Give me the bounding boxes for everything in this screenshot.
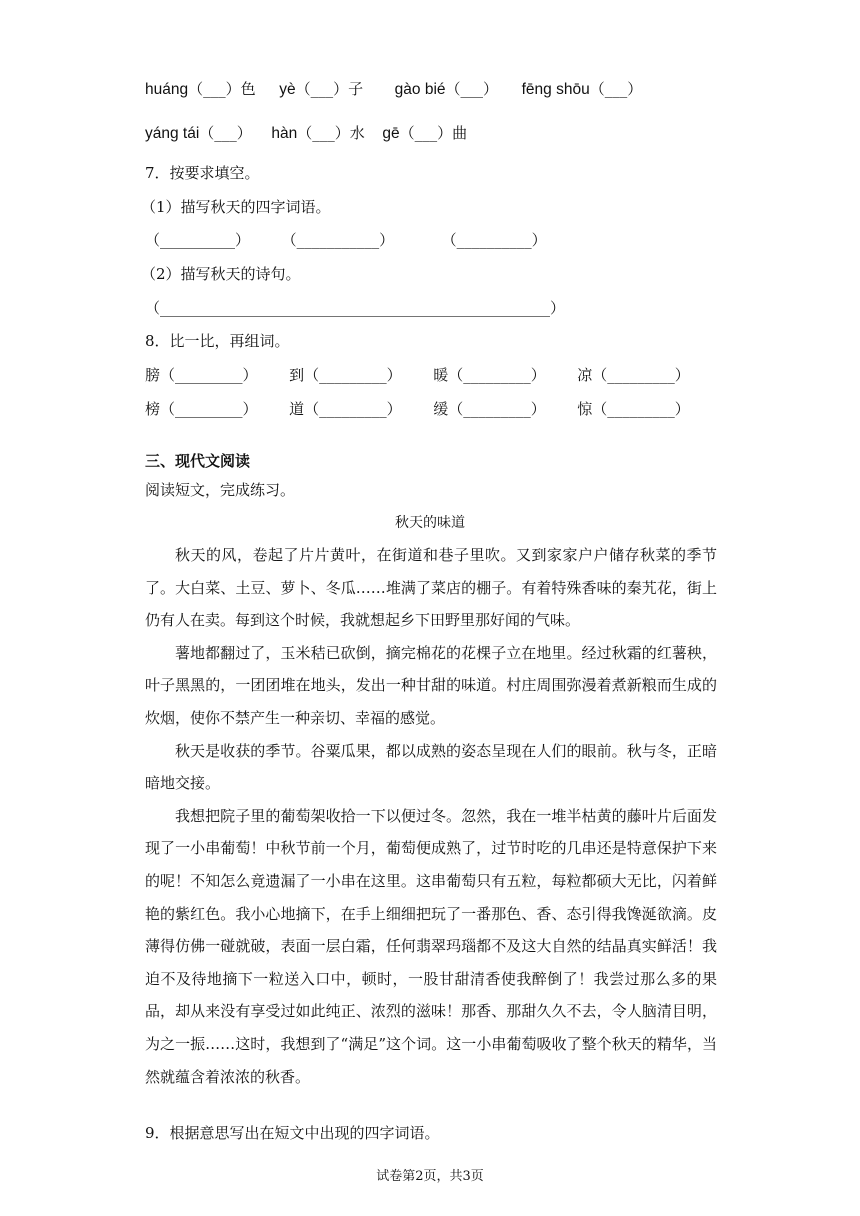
article-title: 秋天的味道 <box>395 515 465 531</box>
given-char: 榜 <box>145 400 161 418</box>
question-7-blanks1 <box>145 230 547 250</box>
pinyin: hàn <box>271 125 298 142</box>
article-paragraph: 秋天的风，卷起了片片黄叶，在街道和巷子里吹。又到家家户户储存秋菜的季节了。大白菜、土豆、萝卜、冬瓜……堆满了菜店的棚子。有着特殊香味的秦艽花，街上仍有人在卖。每到这个时候，我就想起乡下田野里那好闻的气味。 <box>145 546 717 630</box>
pinyin: yè <box>279 81 296 98</box>
answer-blank[interactable]: （_________） <box>592 366 690 384</box>
article-paragraph: 我想把院子里的葡萄架收拾一下以便过冬。忽然，我在一堆半枯黄的藤叶片后面发现了一小串葡萄！中秋节前一个月，葡萄便成熟了，过节时吃的几串还是特意保护下来的呢！不知怎么竟遗漏了一小串在这里。这串葡萄只有五粒，每粒都硕大无比，闪着鲜艳的紫红色。我小心地摘下，在手上细细把玩了一番那色、香、态引得我馋涎欲滴。皮薄得仿佛一碰就破，表面一层白霜，任何翡翠玛瑙都不及这大自然的结晶真实鲜活！我迫不及待地摘下一粒送入口中，顿时，一股甘甜清香使我醉倒了！我尝过那么多的果品，却从来没有享受过如此纯正、浓烈的滋味！那香、那甜久久不去，令人脑清目明，为之一振……这时，我想到了“满足”这个词。这一小串葡萄吸收了整个秋天的精华，当然就蕴含着浓浓的秋香。 <box>145 806 717 1086</box>
given-char: 水 <box>349 124 365 142</box>
answer-blank[interactable]: （__________） <box>145 231 251 249</box>
article-paragraph: 薯地都翻过了，玉米秸已砍倒，摘完棉花的花棵子立在地里。经过秋霜的红薯秧，叶子黑黑的，一团团堆在地头，发出一种甘甜的味道。村庄周围弥漫着煮新粮而生成的炊烟，使你不禁产生一种亲切、幸福的感觉。 <box>145 643 717 727</box>
answer-blank[interactable]: （_________） <box>304 400 402 418</box>
section-heading: 三、现代文阅读 <box>145 452 251 470</box>
given-char: 到 <box>289 366 305 384</box>
question-7-blank2[interactable]: （____________________________________________________） <box>145 299 566 317</box>
given-char: 惊 <box>577 400 593 418</box>
question-8-row1 <box>145 365 690 385</box>
answer-blank[interactable]: （___） <box>188 80 241 98</box>
pinyin: gē <box>382 125 400 142</box>
answer-blank[interactable]: （___） <box>589 80 643 98</box>
given-char: 道 <box>289 400 305 418</box>
answer-blank[interactable]: （___） <box>295 80 349 98</box>
given-char: 凉 <box>577 366 593 384</box>
answer-blank[interactable]: （___________） <box>281 231 395 249</box>
question-8-row2 <box>145 399 690 419</box>
given-char: 色 <box>240 80 256 98</box>
answer-blank[interactable]: （_________） <box>304 366 402 384</box>
article-paragraph: 秋天是收获的季节。谷粟瓜果，都以成熟的姿态呈现在人们的眼前。秋与冬，正暗暗地交接。 <box>145 741 717 793</box>
given-char: 暖 <box>433 366 449 384</box>
pinyin: fēng shōu <box>521 81 590 98</box>
answer-blank[interactable]: （_________） <box>448 400 546 418</box>
pinyin: huáng <box>145 81 189 98</box>
pinyin: gào bié <box>394 81 446 98</box>
answer-blank[interactable]: （_________） <box>160 366 258 384</box>
reading-instruction: 阅读短文，完成练习。 <box>145 481 296 499</box>
answer-blank[interactable]: （__________） <box>441 231 547 249</box>
question-7-sub2: （2）描写秋天的诗句。 <box>141 265 301 283</box>
answer-blank[interactable]: （_________） <box>160 400 258 418</box>
question-9-title: 9．根据意思写出在短文中出现的四字词语。 <box>145 1124 440 1142</box>
article-body <box>145 539 717 1093</box>
given-char: 子 <box>348 80 364 98</box>
answer-blank[interactable]: （___） <box>445 80 499 98</box>
answer-blank[interactable]: （_________） <box>448 366 546 384</box>
question-7-sub1: （1）描写秋天的四字词语。 <box>141 198 331 216</box>
pinyin: yáng tái <box>145 125 200 142</box>
page-footer: 试卷第2页，共3页 <box>376 1169 484 1184</box>
question-8-title: 8．比一比，再组词。 <box>145 332 290 350</box>
given-char: 缓 <box>433 400 449 418</box>
answer-blank[interactable]: （_________） <box>592 400 690 418</box>
given-char: 膀 <box>145 366 161 384</box>
pinyin-row-1 <box>145 79 642 100</box>
answer-blank[interactable]: （___） <box>297 124 350 142</box>
pinyin-row-2 <box>145 123 467 144</box>
given-char: 曲 <box>452 124 468 142</box>
answer-blank[interactable]: （___） <box>399 124 453 142</box>
question-7-title: 7．按要求填空。 <box>145 164 260 182</box>
answer-blank[interactable]: （___） <box>199 124 252 142</box>
